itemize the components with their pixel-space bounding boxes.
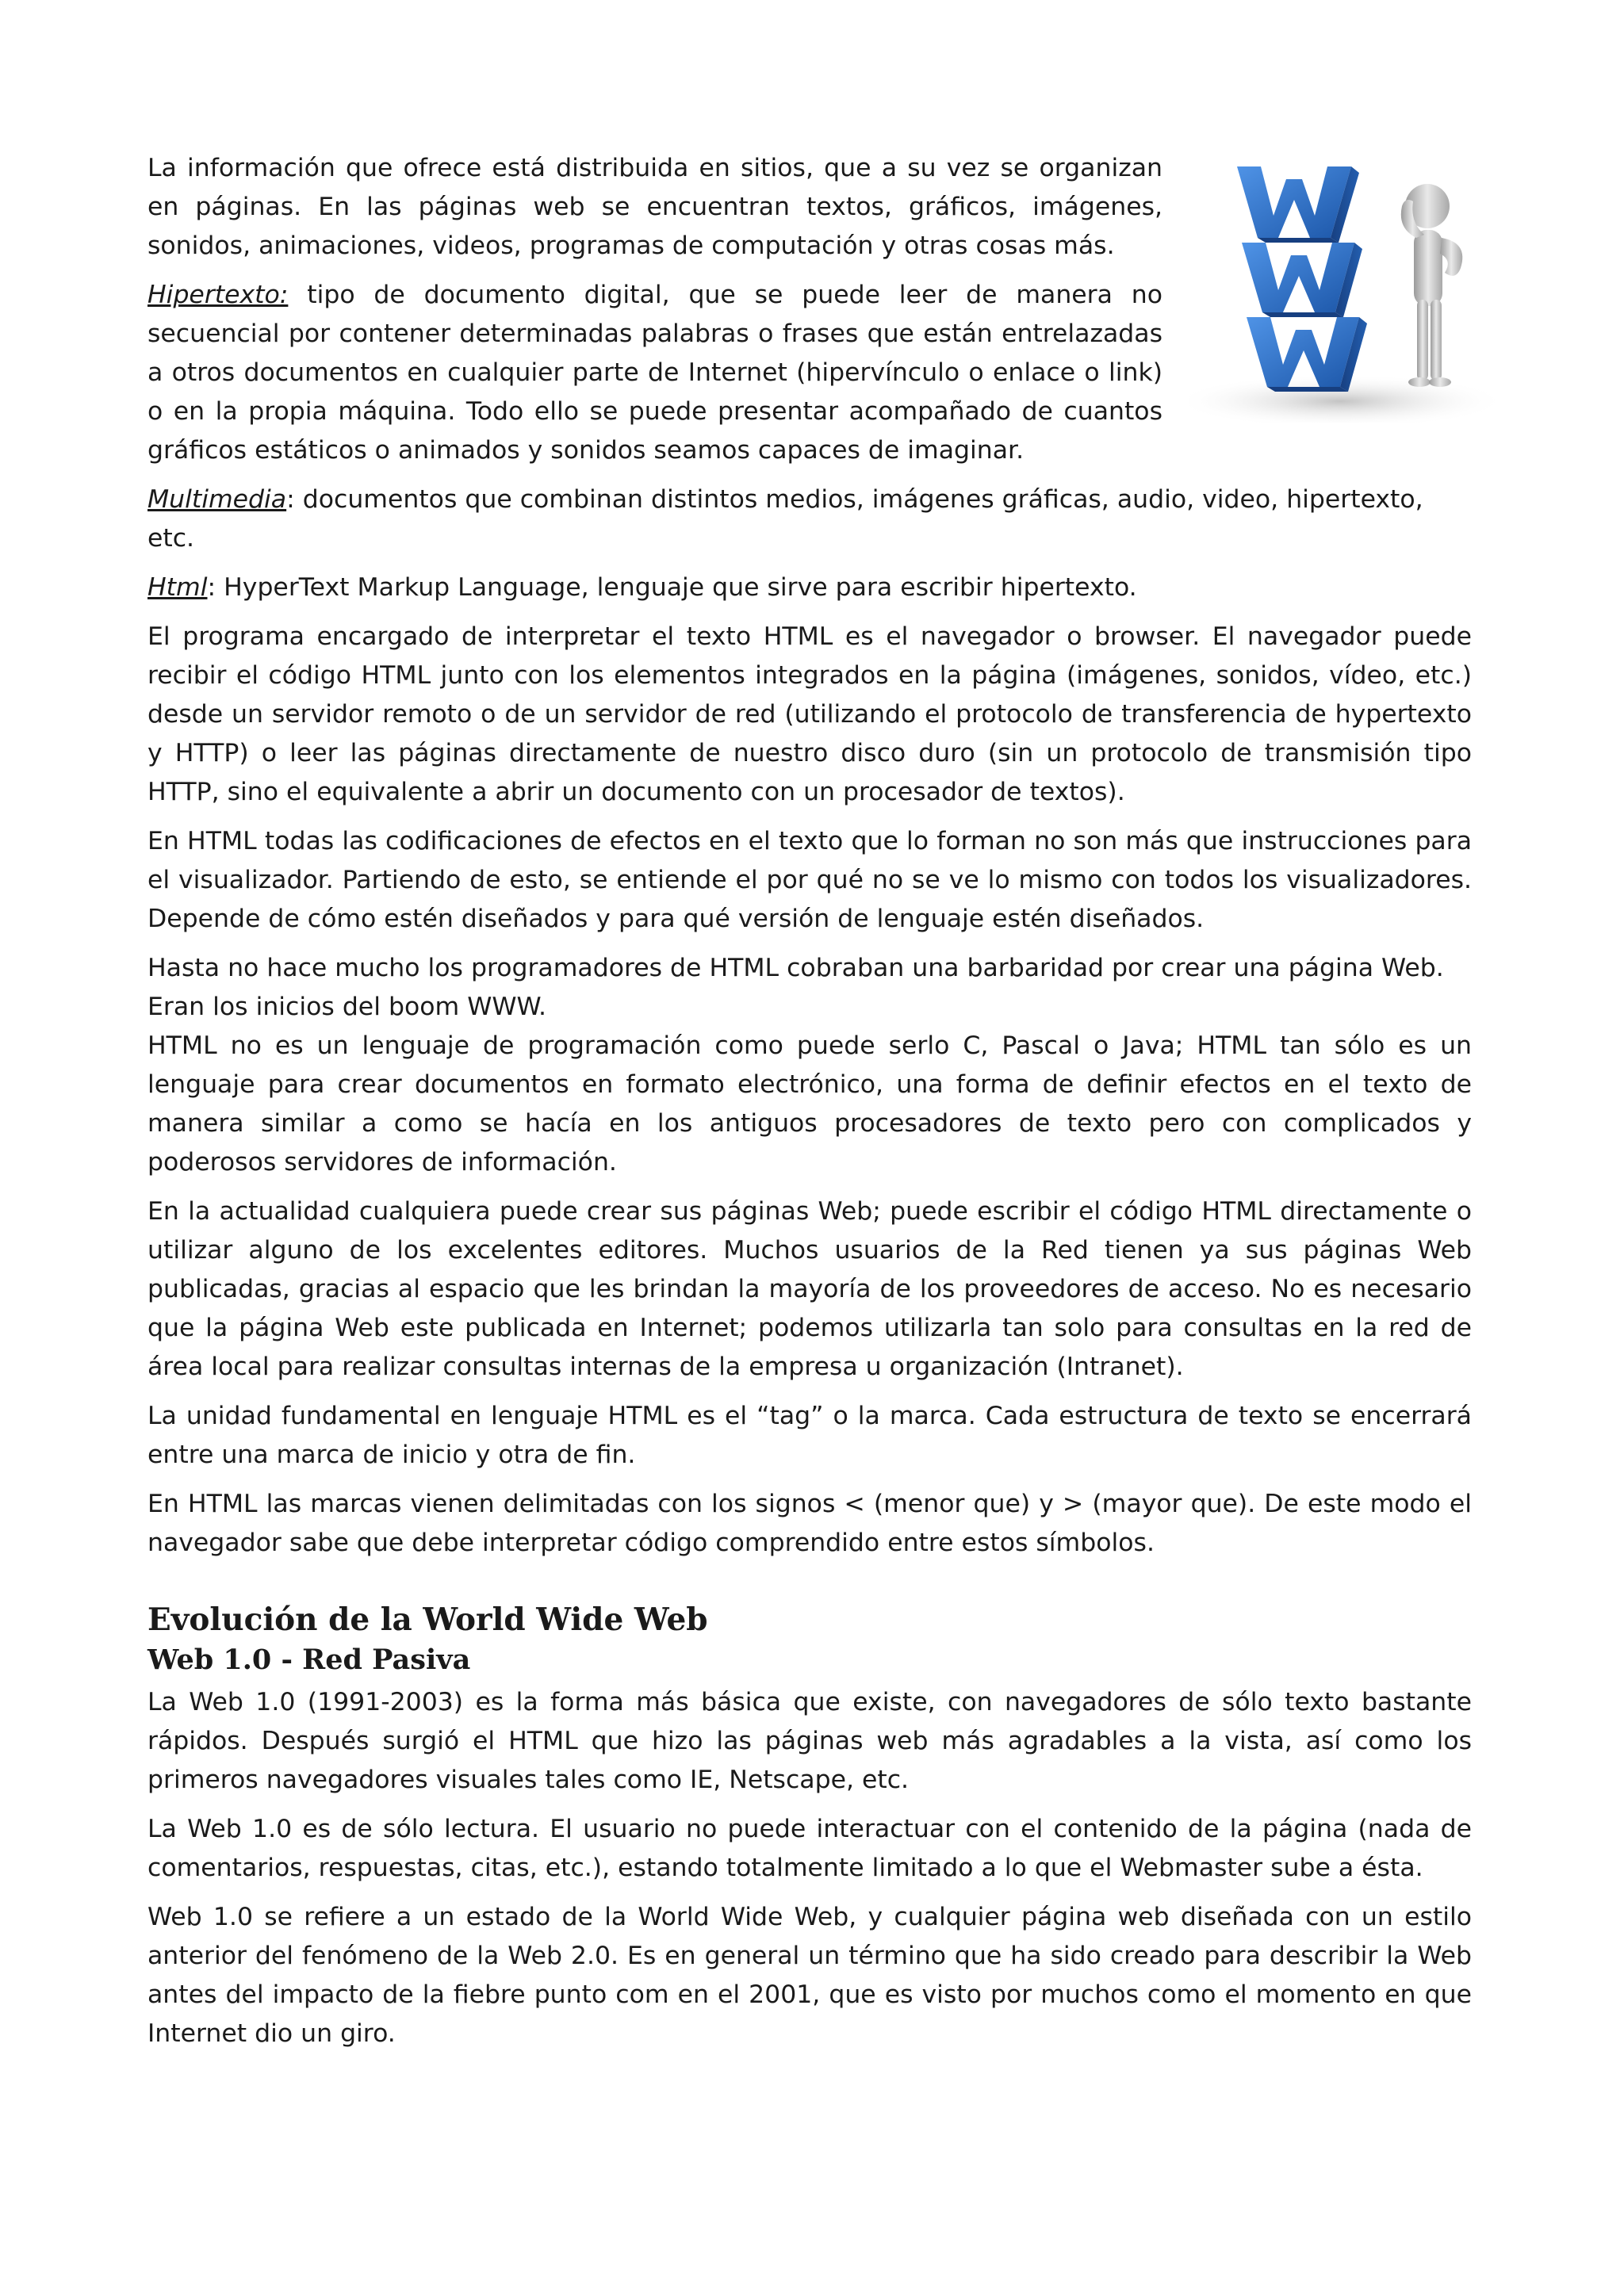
thinking-figure bbox=[1401, 184, 1462, 387]
intro-paragraph: La información que ofrece está distribuida en sitios, que a su vez se organizan en páginas. En las páginas web se encuentran textos, gráficos, imágenes, sonidos, animaciones, videos, programas de computación y otras cosas más. bbox=[147, 154, 1162, 260]
www-figure-illustration bbox=[1189, 149, 1507, 423]
unidad-paragraph: La unidad fundamental en lenguaje HTML es el “tag” o la marca. Cada estructura de texto se encerrará entre una marca de inicio y otra de fin. bbox=[147, 1402, 1472, 1469]
hipertexto-definition bbox=[147, 276, 1162, 470]
multimedia-definition bbox=[147, 480, 1472, 558]
multimedia-text: : documentos que combinan distintos medios, imágenes gráficas, audio, video, hipertexto, etc. bbox=[147, 485, 1423, 553]
subsection-heading: Web 1.0 - Red Pasiva bbox=[147, 1644, 471, 1676]
intro-text bbox=[147, 149, 1162, 470]
html-term: Html bbox=[147, 573, 208, 602]
hipertexto-term: Hipertexto: bbox=[147, 281, 289, 309]
html-text: : HyperText Markup Language, lenguaje que sirve para escribir hipertexto. bbox=[207, 573, 1137, 602]
hasta-paragraph: Hasta no hace mucho los programadores de HTML cobraban una barbaridad por crear una página Web. Eran los inicios del boom WWW. bbox=[147, 954, 1444, 1021]
multimedia-term: Multimedia bbox=[147, 485, 287, 514]
html-definition bbox=[147, 568, 1472, 607]
actualidad-paragraph: En la actualidad cualquiera puede crear sus páginas Web; puede escribir el código HTML directamente o utilizar alguno de los excelentes editores. Muchos usuarios de la Red tienen ya sus páginas Web publicadas, gracias al espacio que les brindan la mayoría de los proveedores de acceso. No es necesario que la página Web este publicada en Internet; podemos utilizarla tan solo para consultas en la red de área local para realizar consultas internas de la empresa u organización (Intranet). bbox=[147, 1197, 1472, 1381]
evolution-section bbox=[147, 1599, 1472, 2053]
codificaciones-paragraph: En HTML todas las codificaciones de efectos en el texto que lo forman no son más que instrucciones para el visualizador. Partiendo de esto, se entiende el por qué no se ve lo mismo con todos los visualizadores. Depende de cómo estén diseñados y para qué versión de lenguaje estén diseñados. bbox=[147, 827, 1472, 933]
web1-paragraph-3: Web 1.0 se refiere a un estado de la World Wide Web, y cualquier página web diseñada con un estilo anterior del fenómeno de la Web 2.0. Es en general un término que ha sido creado para describir la Web antes del impacto de la fiebre punto com en el 2001, que es visto por muchos como el momento en que Internet dio un giro. bbox=[147, 1903, 1472, 2048]
section-heading: Evolución de la World Wide Web bbox=[147, 1601, 708, 1638]
w-letter-top bbox=[1237, 166, 1359, 243]
document-page bbox=[147, 149, 1472, 2064]
html-not-language-paragraph: HTML no es un lenguaje de programación como puede serlo C, Pascal o Java; HTML tan sólo es un lenguaje para crear documentos en formato electrónico, una forma de definir efectos en el texto de manera similar a como se hacía en los antiguos procesadores de texto pero con complicados y poderosos servidores de información. bbox=[147, 1031, 1472, 1177]
w-letter-middle bbox=[1242, 243, 1362, 317]
marcas-paragraph: En HTML las marcas vienen delimitadas con los signos < (menor que) y > (mayor que). De este modo el navegador sabe que debe interpretar código comprendido entre estos símbolos. bbox=[147, 1490, 1472, 1557]
web1-paragraph-2: La Web 1.0 es de sólo lectura. El usuario no puede interactuar con el contenido de la página (nada de comentarios, respuestas, citas, etc.), estando totalmente limitado a lo que el Webmaster sube a ésta. bbox=[147, 1815, 1472, 1882]
browser-paragraph: El programa encargado de interpretar el texto HTML es el navegador o browser. El navegador puede recibir el código HTML junto con los elementos integrados en la página (imágenes, sonidos, vídeo, etc.) desde un servidor remoto o de un servidor de red (utilizando el protocolo de transferencia de hypertexto y HTTP) o leer las páginas directamente de nuestro disco duro (sin un protocolo de transmisión tipo HTTP, sino el equivalente a abrir un documento con un procesador de textos). bbox=[147, 622, 1472, 806]
web1-paragraph-1: La Web 1.0 (1991-2003) es la forma más básica que existe, con navegadores de sólo texto bastante rápidos. Después surgió el HTML que hizo las páginas web más agradables a la vista, así como los primeros navegadores visuales tales como IE, Netscape, etc. bbox=[147, 1688, 1472, 1794]
hipertexto-text: tipo de documento digital, que se puede leer de manera no secuencial por contener determinadas palabras o frases que están entrelazadas a otros documentos en cualquier parte de Internet (hipervínculo o enlace o link) o en la propia máquina. Todo ello se puede presentar acompañado de cuantos gráficos estáticos o animados y sonidos seamos capaces de imaginar. bbox=[147, 281, 1162, 465]
intro-section bbox=[147, 149, 1472, 470]
